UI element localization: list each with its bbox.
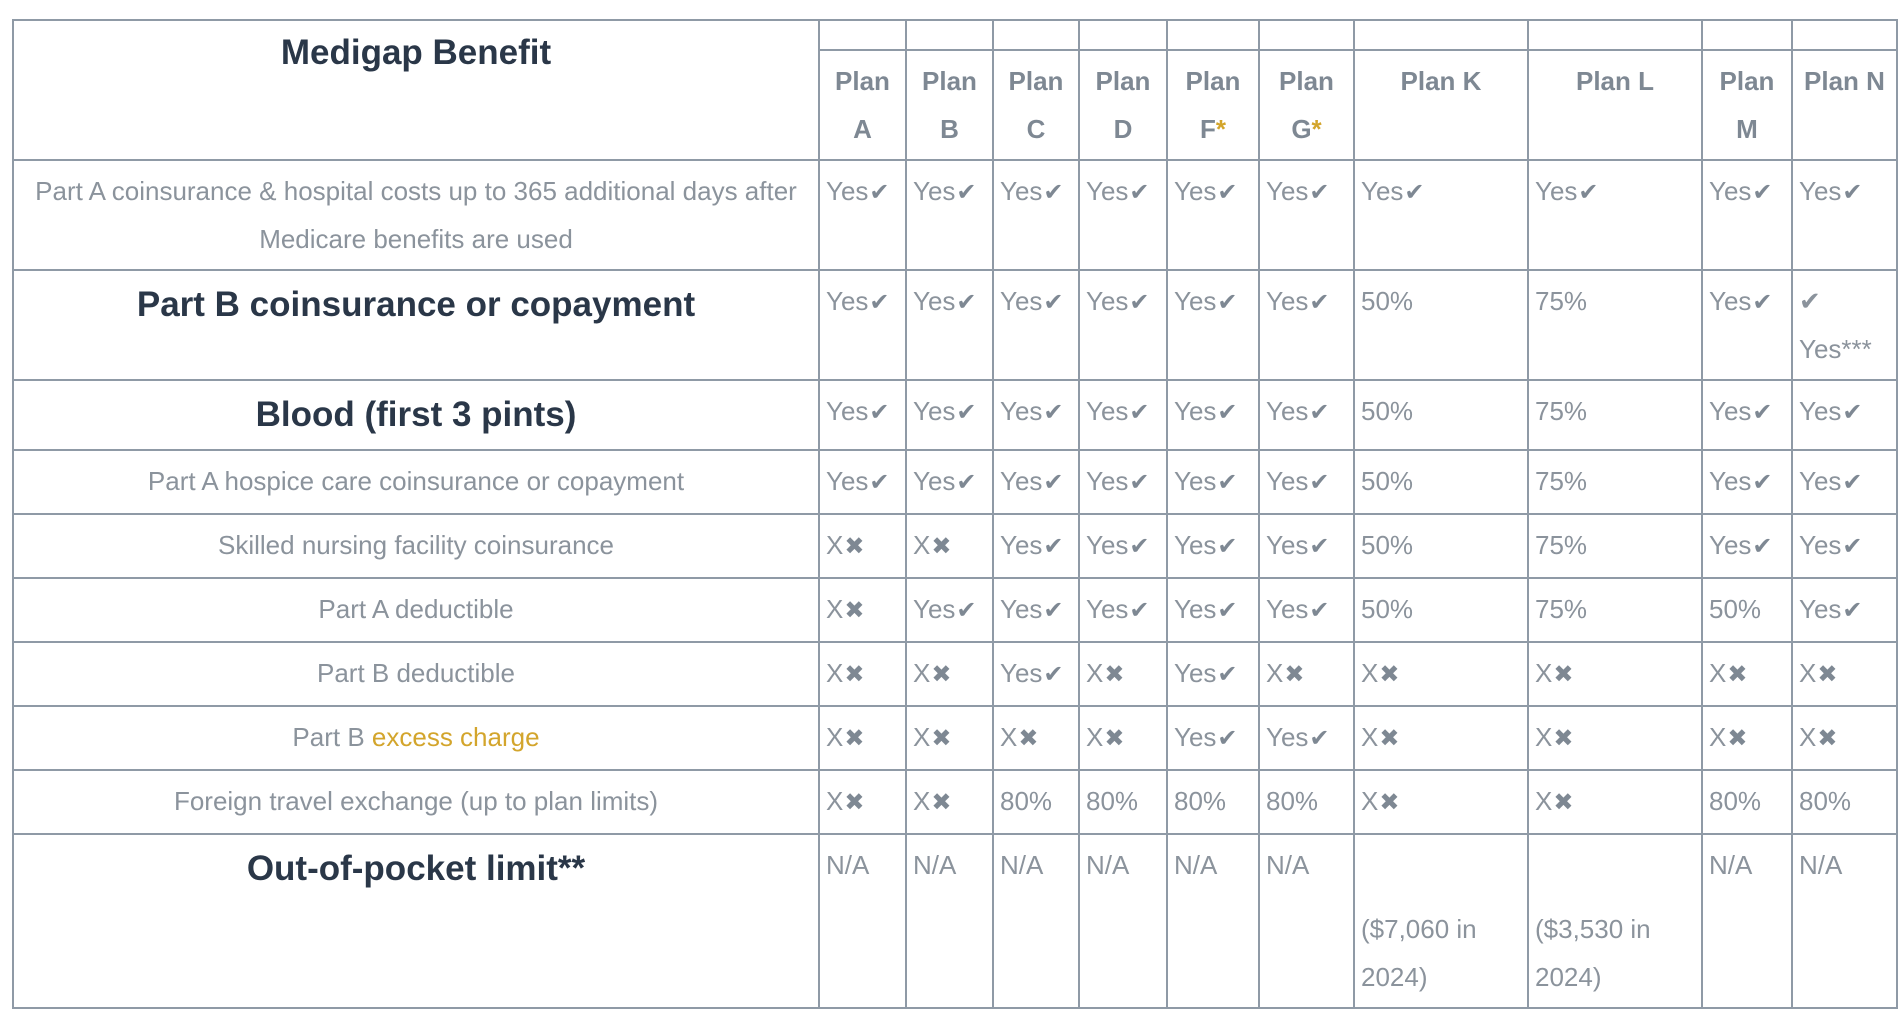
table-row [13,642,1897,706]
plan-value-cell: ($7,060 in 2024) [1354,834,1528,1008]
check-icon: ✔ [1842,399,1863,426]
plan-value-cell: X✖ [1354,706,1528,770]
plan-header-plan-k [1354,50,1528,160]
plan-value-cell: X✖ [906,642,993,706]
plan-value-cell: Yes✔ [1792,380,1897,450]
check-icon: ✔ [1043,179,1064,206]
check-icon: ✔ [1217,179,1238,206]
plan-value-cell: Yes✔ [906,578,993,642]
plan-label: Plan C [1008,66,1064,144]
plan-value-cell: N/A [993,834,1079,1008]
plan-value-cell: Yes✔ [1167,642,1259,706]
table-row [13,270,1897,380]
plan-value-cell: X✖ [1354,642,1528,706]
check-icon: ✔ [1043,289,1064,316]
benefit-label: Part A deductible [13,578,819,642]
plan-value-cell: Yes✔ [1702,380,1792,450]
check-icon: ✔ [1129,289,1150,316]
plan-value-cell: 50% [1702,578,1792,642]
benefit-label: Part A coinsurance & hospital costs up to 365 additional days after Medicare benefits are used [13,160,819,270]
medigap-comparison-table [12,19,1898,1009]
table-row [13,380,1897,450]
plan-value-cell: Yes✔ [1702,270,1792,380]
plan-value-cell: Yes✔ [1702,450,1792,514]
check-icon: ✔ [956,179,977,206]
plan-value-cell: Yes✔ [993,578,1079,642]
plan-value-cell: X✖ [819,578,906,642]
cross-icon: ✖ [931,725,952,752]
benefit-label-text: Part B [292,722,372,752]
check-icon: ✔ [1404,179,1425,206]
table-row [13,706,1897,770]
plan-value-cell: 75% [1528,270,1702,380]
plan-value-cell: Yes✔ [1167,450,1259,514]
plan-value-cell: Yes✔ [1079,380,1167,450]
plan-value-cell: X✖ [906,770,993,834]
benefit-label: Part B deductible [13,642,819,706]
plan-header-spacer [1528,20,1702,50]
plan-value-cell: N/A [1079,834,1167,1008]
plan-value-cell: Yes✔ [1079,578,1167,642]
plan-value-cell: Yes✔ [1792,514,1897,578]
plan-value-cell: Yes✔ [819,450,906,514]
cross-icon: ✖ [931,661,952,688]
plan-value-cell: Yes✔ [1259,578,1354,642]
plan-value-cell: Yes✔ [993,514,1079,578]
plan-value-cell: Yes✔ [1354,160,1528,270]
benefit-label [13,706,819,770]
plan-header-plan-f [1167,50,1259,160]
plan-value-cell: N/A [1259,834,1354,1008]
cross-icon: ✖ [1018,725,1039,752]
plan-label: Plan M [1719,66,1775,144]
plan-value-cell: 80% [993,770,1079,834]
plan-value-cell: 80% [1792,770,1897,834]
benefit-label: Part B coinsurance or copayment [13,270,819,380]
plan-label: Plan L [1575,66,1654,96]
plan-value-cell: 75% [1528,380,1702,450]
check-icon: ✔ [1129,469,1150,496]
plan-header-plan-l [1528,50,1702,160]
check-icon: ✔ [1578,179,1599,206]
benefit-label: Skilled nursing facility coinsurance [13,514,819,578]
plan-value-cell: 80% [1167,770,1259,834]
plan-value-cell: 50% [1354,578,1528,642]
cross-icon: ✖ [1817,661,1838,688]
plan-value-cell: Yes✔ [1079,160,1167,270]
plan-value-cell: Yes✔ [993,642,1079,706]
plan-value-cell: Yes✔ [906,380,993,450]
plan-header-plan-d [1079,50,1167,160]
plan-value-cell: 50% [1354,380,1528,450]
plan-value-cell: X✖ [1259,642,1354,706]
plan-value-cell: 80% [1702,770,1792,834]
check-icon: ✔ [1309,725,1330,752]
excess-charge-link[interactable]: excess charge [371,722,540,752]
cross-icon: ✖ [1553,789,1574,816]
benefit-column-header: Medigap Benefit [13,20,819,160]
benefit-label: Out-of-pocket limit** [13,834,819,1008]
check-icon: ✔ [1043,661,1064,688]
check-icon: ✔ [1752,533,1773,560]
check-icon: ✔ [1752,399,1773,426]
table-row [13,514,1897,578]
plan-value-cell: Yes✔ [1167,380,1259,450]
cross-icon: ✖ [931,533,952,560]
plan-value-cell: Yes✔ [1792,578,1897,642]
plan-header-plan-b [906,50,993,160]
plan-value-cell: X✖ [993,706,1079,770]
plan-value-cell: X✖ [819,514,906,578]
plan-value-cell: N/A [906,834,993,1008]
check-icon: ✔ [1842,533,1863,560]
table-row [13,770,1897,834]
plan-value-cell: Yes✔ [906,450,993,514]
check-icon: ✔ [1842,179,1863,206]
check-icon: ✔ [869,469,890,496]
check-icon: ✔ [1217,661,1238,688]
plan-header-spacer [1167,20,1259,50]
check-icon: ✔ [1752,289,1773,316]
plan-footnote-star: * [1311,114,1322,144]
plan-header-plan-a [819,50,906,160]
plan-value-cell: Yes✔ [993,450,1079,514]
check-icon: ✔ [956,399,977,426]
check-icon: ✔ [1217,469,1238,496]
check-icon: ✔ [1309,533,1330,560]
plan-value-cell: Yes✔ [1167,578,1259,642]
check-icon: ✔ [1129,533,1150,560]
cross-icon: ✖ [931,789,952,816]
plan-value-cell: X✖ [1702,706,1792,770]
cross-icon: ✖ [844,533,865,560]
plan-value-cell: Yes✔ [1528,160,1702,270]
cross-icon: ✖ [1553,725,1574,752]
plan-value-cell: X✖ [906,706,993,770]
plan-header-plan-c [993,50,1079,160]
plan-value-cell: X✖ [1702,642,1792,706]
check-icon: ✔ [1043,533,1064,560]
check-icon: ✔ [1217,289,1238,316]
check-icon: ✔ [1309,289,1330,316]
plan-value-cell: ✔ Yes*** [1792,270,1897,380]
plan-value-cell: Yes✔ [1167,160,1259,270]
table-row [13,450,1897,514]
plan-header-plan-m [1702,50,1792,160]
plan-value-cell: Yes✔ [1792,450,1897,514]
check-icon: ✔ [1043,469,1064,496]
plan-value-cell: 75% [1528,450,1702,514]
plan-value-cell: Yes✔ [1259,450,1354,514]
header-row-top [13,20,1897,50]
plan-value-cell: Yes✔ [1167,706,1259,770]
plan-header-plan-g [1259,50,1354,160]
plan-value-cell: Yes✔ [819,270,906,380]
plan-header-spacer [819,20,906,50]
plan-header-plan-n [1792,50,1897,160]
plan-header-spacer [993,20,1079,50]
benefit-label: Foreign travel exchange (up to plan limits) [13,770,819,834]
check-icon: ✔ [1309,179,1330,206]
plan-label: Plan D [1095,66,1151,144]
cross-icon: ✖ [844,789,865,816]
plan-label: Plan F [1185,66,1241,144]
plan-value-cell: X✖ [1792,642,1897,706]
check-icon: ✔ [1129,399,1150,426]
check-icon: ✔ [869,399,890,426]
plan-value-cell: 80% [1259,770,1354,834]
cross-icon: ✖ [1727,661,1748,688]
check-icon: ✔ [956,469,977,496]
check-icon: ✔ [1217,725,1238,752]
plan-value-cell: Yes✔ [1167,514,1259,578]
plan-header-spacer [1079,20,1167,50]
plan-value-cell: Yes✔ [1079,450,1167,514]
plan-value-cell: Yes✔ [1702,160,1792,270]
plan-header-spacer [1354,20,1528,50]
check-icon: ✔ [1129,597,1150,624]
check-icon: ✔ [1309,597,1330,624]
cross-icon: ✖ [1379,789,1400,816]
check-icon: ✔ [1752,179,1773,206]
plan-label: Plan N [1804,66,1885,96]
cross-icon: ✖ [1104,725,1125,752]
cross-icon: ✖ [1284,661,1305,688]
table-row [13,160,1897,270]
plan-value-cell: X✖ [1792,706,1897,770]
plan-value-cell: X✖ [906,514,993,578]
plan-value-cell: Yes✔ [1167,270,1259,380]
plan-value-cell: Yes✔ [906,270,993,380]
plan-value-cell: 50% [1354,514,1528,578]
plan-value-cell: Yes✔ [993,270,1079,380]
check-icon: ✔ [1309,399,1330,426]
plan-value-cell: Yes✔ [1259,706,1354,770]
benefit-label: Part A hospice care coinsurance or copayment [13,450,819,514]
cross-icon: ✖ [1379,661,1400,688]
plan-value-cell: X✖ [819,770,906,834]
plan-value-cell: Yes✔ [1079,514,1167,578]
table-row [13,578,1897,642]
check-icon: ✔ [1043,399,1064,426]
plan-label: Plan G [1279,66,1334,144]
benefit-label: Blood (first 3 pints) [13,380,819,450]
plan-value-cell: Yes✔ [1079,270,1167,380]
plan-label: Plan B [922,66,977,144]
plan-value-cell: X✖ [1528,706,1702,770]
plan-header-spacer [1702,20,1792,50]
plan-header-spacer [906,20,993,50]
check-icon: ✔ [1217,399,1238,426]
plan-value-cell: N/A [819,834,906,1008]
plan-value-cell: X✖ [1528,770,1702,834]
plan-value-cell: Yes✔ [993,380,1079,450]
plan-label: Plan A [835,66,890,144]
cross-icon: ✖ [844,597,865,624]
check-icon: ✔ [1217,533,1238,560]
check-icon: ✔ [1752,469,1773,496]
plan-value-cell: Yes✔ [1702,514,1792,578]
check-icon: ✔ [1129,179,1150,206]
plan-value-cell: Yes✔ [1259,160,1354,270]
plan-value-cell: N/A [1167,834,1259,1008]
check-icon: ✔ [956,597,977,624]
plan-value-cell: X✖ [1079,706,1167,770]
plan-value-cell: ($3,530 in 2024) [1528,834,1702,1008]
check-icon: ✔ [1043,597,1064,624]
check-icon: ✔ [1309,469,1330,496]
plan-value-cell: X✖ [1354,770,1528,834]
plan-value-cell: Yes✔ [819,160,906,270]
check-icon: ✔ [1842,597,1863,624]
cross-icon: ✖ [1104,661,1125,688]
plan-value-cell: 75% [1528,514,1702,578]
plan-value-cell: X✖ [1079,642,1167,706]
plan-value-cell: N/A [1792,834,1897,1008]
plan-value-cell: X✖ [819,706,906,770]
plan-value-cell: Yes✔ [1259,270,1354,380]
plan-value-cell: Yes✔ [819,380,906,450]
cross-icon: ✖ [844,725,865,752]
plan-value-cell: 50% [1354,270,1528,380]
check-icon: ✔ [956,289,977,316]
plan-value-cell: X✖ [1528,642,1702,706]
plan-value-cell: N/A [1702,834,1792,1008]
cross-icon: ✖ [1553,661,1574,688]
plan-value-cell: 50% [1354,450,1528,514]
cross-icon: ✖ [1817,725,1838,752]
plan-header-spacer [1259,20,1354,50]
plan-header-spacer [1792,20,1897,50]
plan-value-cell: Yes✔ [1792,160,1897,270]
plan-value-cell: Yes✔ [906,160,993,270]
cross-icon: ✖ [1727,725,1748,752]
check-icon: ✔ [1842,469,1863,496]
plan-value-cell: Yes✔ [993,160,1079,270]
table-row [13,834,1897,1008]
cross-icon: ✖ [844,661,865,688]
plan-value-cell: 80% [1079,770,1167,834]
plan-label: Plan K [1400,66,1482,96]
check-icon: ✔ [1217,597,1238,624]
plan-value-cell: 75% [1528,578,1702,642]
check-icon: ✔ [869,179,890,206]
plan-value-cell: Yes✔ [1259,380,1354,450]
check-icon: ✔ [869,289,890,316]
plan-value-cell: Yes✔ [1259,514,1354,578]
plan-value-cell: X✖ [819,642,906,706]
plan-footnote-star: * [1215,114,1226,144]
cross-icon: ✖ [1379,725,1400,752]
